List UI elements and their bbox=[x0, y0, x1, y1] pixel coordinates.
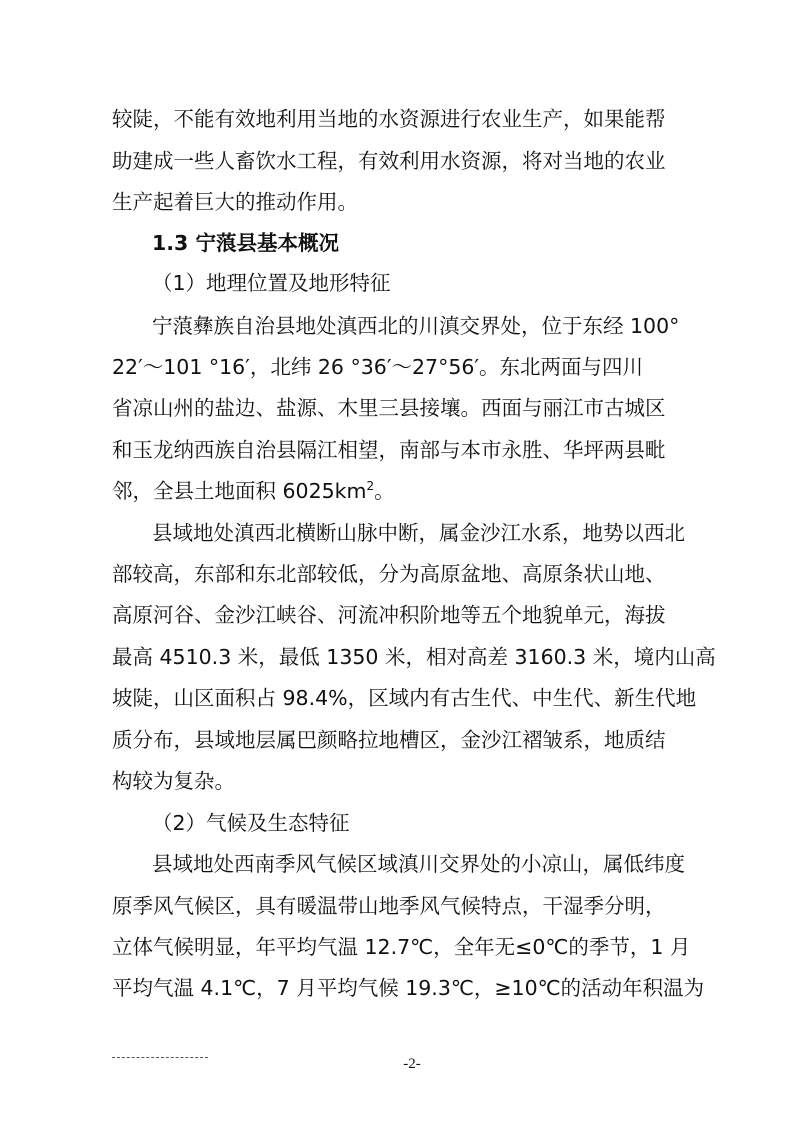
paragraph-line: 助建成一些人畜饮水工程，有效利用水资源，将对当地的农业 bbox=[112, 149, 666, 173]
subsection-heading: （1）地理位置及地形特征 bbox=[152, 271, 391, 295]
paragraph-line: 部较高，东部和东北部较低，分为高原盆地、高原条状山地、 bbox=[112, 562, 666, 586]
paragraph-line: 宁蒗彝族自治县地处滇西北的川滇交界处，位于东经 100° bbox=[152, 314, 680, 338]
paragraph-line: 原季风气候区，具有暖温带山地季风气候特点，干湿季分明， bbox=[112, 894, 666, 918]
paragraph-line: 县域地处西南季风气候区域滇川交界处的小凉山，属低纬度 bbox=[152, 852, 685, 876]
superscript: 2 bbox=[366, 479, 375, 494]
paragraph-line: 高原河谷、金沙江峡谷、河流冲积阶地等五个地貌单元，海拔 bbox=[112, 603, 666, 627]
paragraph-line bbox=[112, 473, 395, 509]
paragraph-line: 生产起着巨大的推动作用。 bbox=[112, 190, 358, 214]
footer-rule bbox=[112, 1057, 208, 1058]
paragraph-line: 较陡，不能有效地利用当地的水资源进行农业生产，如果能帮 bbox=[112, 107, 666, 131]
paragraph-text: 邻，全县土地面积 6025km bbox=[112, 479, 367, 503]
paragraph-line: 和玉龙纳西族自治县隔江相望，南部与本市永胜、华坪两县毗 bbox=[112, 438, 666, 462]
paragraph-line: 22′～101 °16′，北纬 26 °36′～27°56′。东北两面与四川 bbox=[112, 355, 644, 379]
paragraph-line: 最高 4510.3 米，最低 1350 米，相对高差 3160.3 米，境内山高 bbox=[112, 645, 716, 669]
paragraph-line: 立体气候明显，年平均气温 12.7℃，全年无≤0℃的季节，1 月 bbox=[112, 935, 691, 959]
paragraph-line: 省凉山州的盐边、盐源、木里三县接壤。西面与丽江市古城区 bbox=[112, 396, 666, 420]
section-heading: 1.3 宁蒗县基本概况 bbox=[152, 231, 339, 255]
paragraph-text: 。 bbox=[374, 479, 395, 503]
page-number: -2- bbox=[403, 1056, 421, 1072]
paragraph-line: 坡陡，山区面积占 98.4%，区域内有古生代、中生代、新生代地 bbox=[112, 686, 697, 710]
subsection-heading: （2）气候及生态特征 bbox=[152, 811, 350, 835]
paragraph-line: 县域地处滇西北横断山脉中断，属金沙江水系，地势以西北 bbox=[152, 521, 685, 545]
paragraph-line: 质分布，县域地层属巴颜略拉地槽区，金沙江褶皱系，地质结 bbox=[112, 728, 666, 752]
paragraph-line: 平均气温 4.1℃，7 月平均气候 19.3℃，≥10℃的活动年积温为 bbox=[112, 976, 705, 1000]
paragraph-line: 构较为复杂。 bbox=[112, 769, 235, 793]
